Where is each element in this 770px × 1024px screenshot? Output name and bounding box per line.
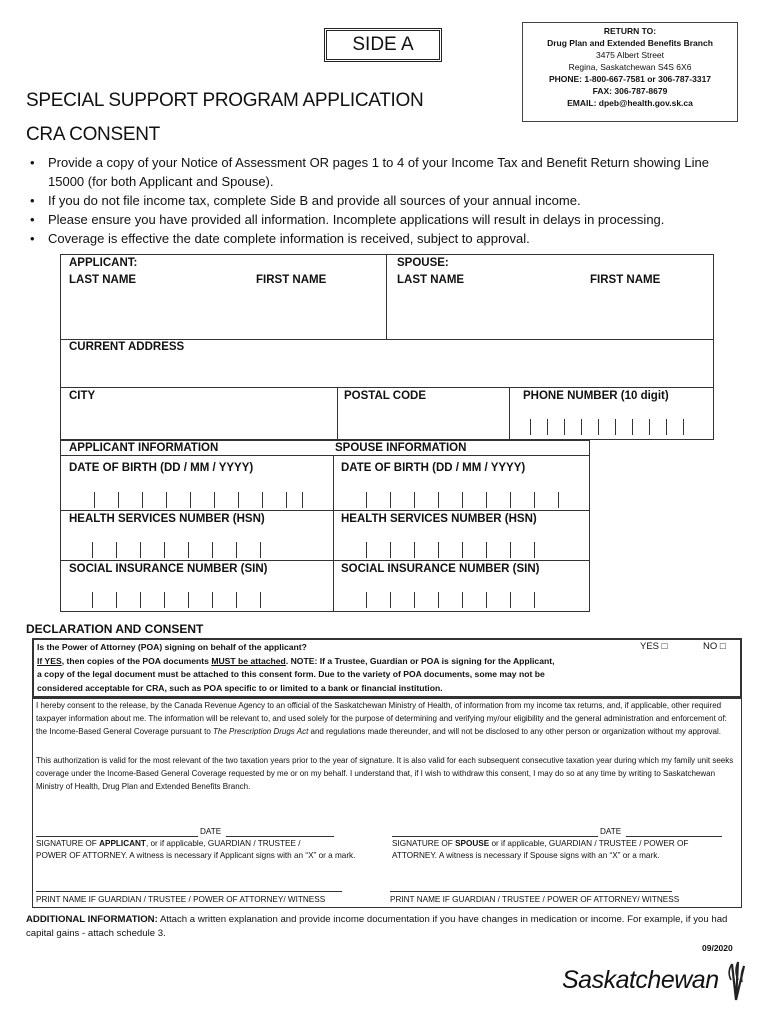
consent-paragraph-1: I hereby consent to the release, by the Canada Revenue Agency to an official of the Saskatchewan Ministry of Health, of information from my income tax returns, and, if applicable, other required taxpayer information about me. The information will be relevant to, and used solely for the purpose of determining and verifying my/our eligibility and the general administration and enforcement of: the Income-Based General Coverage pursuant to The Prescription Drugs Act and regulations made thereunder, and will not be disclosed to any other person or organization without my approval. — [36, 701, 727, 737]
poa-note-line3: considered acceptable for CRA, such as POA specific to or limited to a bank or financial institution. — [37, 682, 443, 693]
instruction-item: • Please ensure you have provided all information. Incomplete applications will result in delays in processing. — [30, 210, 746, 229]
poa-note-line1: If YES, then copies of the POA documents MUST be attached. NOTE: If a Trustee, Guardian or POA is signing for the Applicant, — [37, 655, 555, 666]
applicant-first-name-label: FIRST NAME — [256, 274, 327, 286]
applicant-hsn-label: HEALTH SERVICES NUMBER (HSN) — [69, 513, 265, 525]
spouse-heading: SPOUSE: — [397, 257, 449, 269]
return-email: EMAIL: dpeb@health.gov.sk.ca — [567, 98, 693, 108]
applicant-sin-label: SOCIAL INSURANCE NUMBER (SIN) — [69, 563, 268, 575]
spouse-signature-caption: SIGNATURE OF SPOUSE or if applicable, GUARDIAN / TRUSTEE / POWER OF ATTORNEY. A witness is necessary if Spouse signs with an “X” or a mark. — [392, 839, 689, 860]
poa-text — [37, 641, 727, 695]
return-fax: FAX: 306-787-8679 — [592, 86, 668, 96]
return-phone: PHONE: 1-800-667-7581 or 306-787-3317 — [548, 74, 712, 84]
applicant-print-name-caption: PRINT NAME IF GUARDIAN / TRUSTEE / POWER OF ATTORNEY/ WITNESS — [36, 895, 326, 904]
applicant-signature-caption: SIGNATURE OF APPLICANT, or if applicable, GUARDIAN / TRUSTEE / POWER OF ATTORNEY. A witness is necessary if Applicant signs with an “X” or a mark. — [36, 839, 356, 860]
phone-number-field[interactable] — [512, 407, 712, 438]
applicant-last-name-label: LAST NAME — [69, 274, 137, 286]
form-revision-date: 09/2020 — [702, 943, 733, 953]
current-address-label: CURRENT ADDRESS — [69, 341, 185, 353]
saskatchewan-logo: Saskatchewan — [562, 960, 747, 1002]
declaration-heading: DECLARATION AND CONSENT — [26, 622, 204, 636]
instruction-item: • Provide a copy of your Notice of Assessment OR pages 1 to 4 of your Income Tax and Benefit Return showing Line 15000 (for both Applicant and Spouse). — [30, 153, 746, 191]
spouse-first-name-label: FIRST NAME — [590, 274, 661, 286]
additional-information: ADDITIONAL INFORMATION: Attach a written explanation and provide income documentation if you have changes in medication or income. For example, if you had capital gains - attach schedule 3. — [26, 914, 728, 939]
return-street: 3475 Albert Street — [595, 50, 665, 60]
postal-code-field[interactable] — [339, 407, 507, 438]
spouse-date-label: DATE — [600, 827, 622, 836]
applicant-hsn-field[interactable] — [62, 534, 330, 558]
return-to-box — [522, 22, 738, 122]
poa-question: Is the Power of Attorney (POA) signing on behalf of the applicant? — [37, 642, 307, 652]
spouse-print-name-caption: PRINT NAME IF GUARDIAN / TRUSTEE / POWER OF ATTORNEY/ WITNESS — [390, 895, 680, 904]
spouse-dob-label: DATE OF BIRTH (DD / MM / YYYY) — [341, 462, 526, 474]
city-label: CITY — [69, 390, 96, 402]
return-heading: RETURN TO: — [603, 26, 657, 36]
spouse-hsn-label: HEALTH SERVICES NUMBER (HSN) — [341, 513, 537, 525]
spouse-sin-field[interactable] — [336, 584, 588, 610]
spouse-print-name-field[interactable] — [390, 868, 672, 890]
instruction-item: • Coverage is effective the date complete information is received, subject to approval. — [30, 229, 746, 248]
return-branch: Drug Plan and Extended Benefits Branch — [547, 38, 713, 48]
poa-note-line2: a copy of the legal document must be attached to this consent form. Due to the variety of POA documents, some may not be — [37, 669, 545, 679]
applicant-name-field[interactable] — [62, 292, 384, 336]
return-city: Regina, Saskatchewan S4S 6X6 — [568, 62, 692, 72]
consent-paragraph-2: This authorization is valid for the most relevant of the two taxation years prior to the year of signature. It is also valid for each subsequent consecutive taxation year during which my family unit seeks coverage under the Income-Based General Coverage requested by me or on my behalf. I understand that, if I wish to withdraw this consent, I may do so at any time by writing to Saskatchewan Ministry of Health, Drug Plan and Extended Benefits Branch. — [36, 756, 734, 792]
current-address-field[interactable] — [62, 358, 712, 385]
applicant-info-heading: APPLICANT INFORMATION — [69, 442, 219, 454]
spouse-hsn-field[interactable] — [336, 534, 588, 558]
spouse-info-heading: SPOUSE INFORMATION — [335, 442, 467, 454]
instruction-item: • If you do not file income tax, complete Side B and provide all sources of your annual income. — [30, 191, 746, 210]
phone-number-label: PHONE NUMBER (10 digit) — [523, 390, 669, 402]
spouse-dob-field[interactable] — [336, 484, 588, 508]
page-title: SPECIAL SUPPORT PROGRAM APPLICATION — [26, 90, 424, 111]
spouse-last-name-label: LAST NAME — [397, 274, 465, 286]
spouse-signature-field[interactable] — [392, 812, 722, 836]
poa-yes-checkbox[interactable]: YES □ — [640, 641, 668, 652]
applicant-signature-field[interactable] — [36, 812, 334, 836]
wheat-sheaf-icon — [722, 960, 748, 1002]
applicant-sin-field[interactable] — [62, 584, 330, 610]
poa-no-checkbox[interactable]: NO □ — [703, 641, 726, 652]
city-field[interactable] — [62, 407, 334, 438]
applicant-print-name-field[interactable] — [36, 868, 342, 890]
side-label: SIDE A — [324, 28, 442, 62]
spouse-name-field[interactable] — [389, 292, 711, 336]
page-subtitle: CRA CONSENT — [26, 124, 160, 145]
applicant-heading: APPLICANT: — [69, 257, 138, 269]
spouse-sin-label: SOCIAL INSURANCE NUMBER (SIN) — [341, 563, 540, 575]
instructions-list — [30, 153, 746, 248]
postal-code-label: POSTAL CODE — [344, 390, 426, 402]
applicant-dob-field[interactable] — [62, 484, 330, 508]
applicant-dob-label: DATE OF BIRTH (DD / MM / YYYY) — [69, 462, 254, 474]
applicant-date-label: DATE — [200, 827, 222, 836]
